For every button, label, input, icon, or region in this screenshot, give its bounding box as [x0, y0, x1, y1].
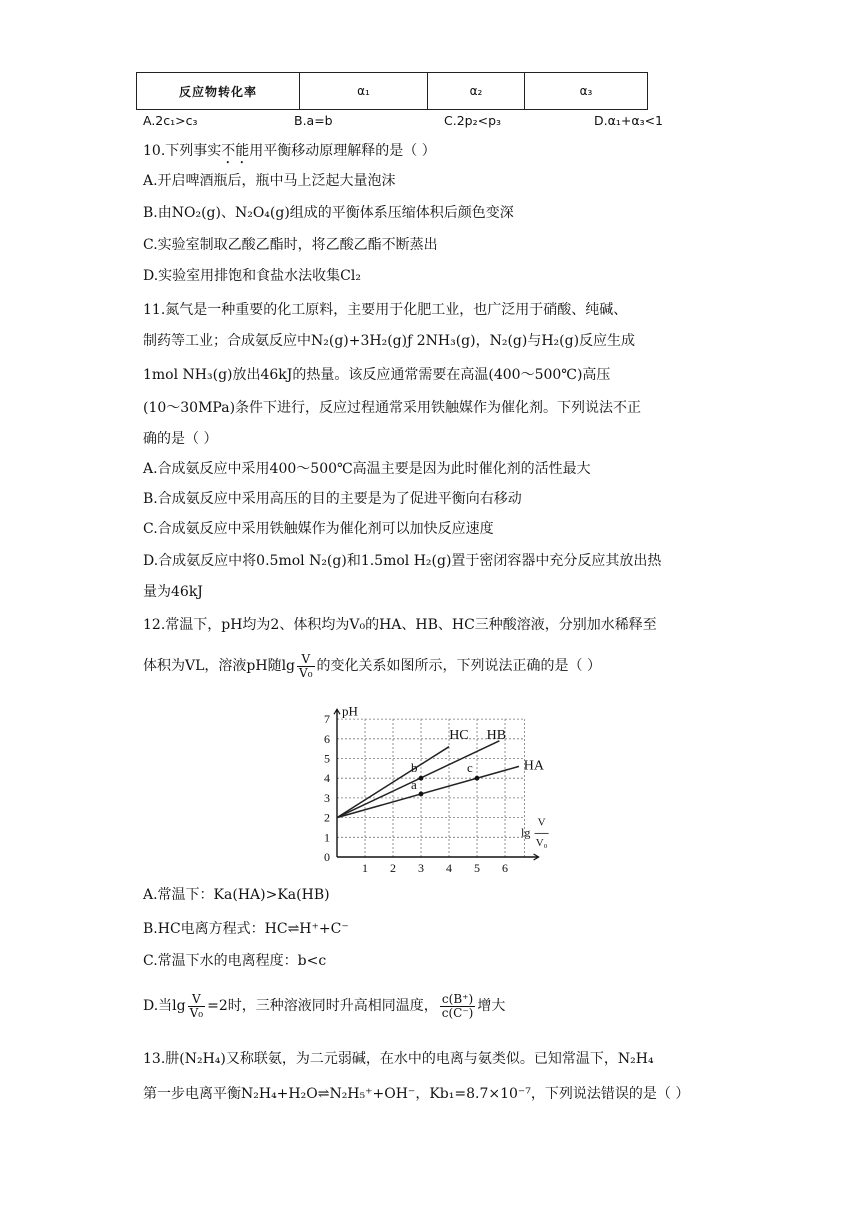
ph-dilution-chart [305, 690, 565, 880]
q13-stem-line-1: 13.肼(N₂H₄)又称联氨，为二元弱碱，在水中的电离与氨类似。已知常温下，N₂H₄ [143, 1051, 654, 1067]
q9-option-c: C.2p₂<p₃ [444, 113, 502, 128]
q10-stem [143, 140, 436, 167]
q12-d-fraction-den: V₀ [189, 1005, 204, 1020]
q12-fraction-den: V₀ [299, 665, 313, 680]
q9-option-d: D.α₁+α₃<1 [594, 113, 664, 128]
q11-stem-line-5: 确的是（ ） [143, 431, 218, 447]
q12-stem-post: 的变化关系如图所示，下列说法正确的是（ ） [316, 658, 601, 674]
q10-stem-pre: 10.下列事实 [143, 143, 222, 159]
x-tick-label: 5 [474, 861, 480, 875]
x-tick-label: 3 [418, 861, 424, 875]
table-cell: α₁ [300, 73, 428, 110]
q12-d-fraction [188, 993, 205, 1020]
y-tick-label: 1 [324, 830, 330, 845]
q12-stem-pre: 体积为VL，溶液pH随 [143, 658, 282, 674]
series-label-hc: HC [449, 727, 469, 743]
q11-option-a: A.合成氨反应中采用400～500℃高温主要是因为此时催化剂的活性最大 [143, 461, 591, 477]
point-c [475, 776, 480, 781]
q11-option-c: C.合成氨反应中采用铁触媒作为催化剂可以加快反应速度 [143, 521, 494, 537]
q12-option-b: B.HC电离方程式：HC⇌H⁺+C⁻ [143, 921, 349, 937]
q9-option-b: B.a=b [294, 113, 333, 128]
y-tick-label: 2 [324, 810, 330, 825]
q12-d-pre: D.当lg [143, 998, 186, 1014]
q11-option-b: B.合成氨反应中采用高压的目的主要是为了促进平衡向右移动 [143, 491, 522, 507]
q11-stem-line-3: 1mol NH₃(g)放出46kJ的热量。该反应通常需要在高温(400～500℃)高压 [143, 367, 611, 383]
series-label-ha: HA [523, 758, 545, 774]
conversion-table [136, 72, 648, 110]
q9-option-a: A.2c₁>c₃ [143, 113, 198, 128]
q12-fraction [297, 653, 314, 680]
q12-d-ratio-num: c(B⁺) [440, 993, 476, 1007]
q10-stem-emphasis: 不能 [221, 143, 250, 159]
q12-stem-line-1: 12.常温下，pH均为2、体积均为V₀的HA、HB、HC三种酸溶液，分别加水稀释至 [143, 617, 657, 633]
series-line-hc [337, 747, 449, 818]
q12-d-ratio [440, 993, 476, 1020]
x-axis-label-num: V [537, 816, 546, 829]
q12-fraction-num: V [297, 653, 314, 667]
q11-option-d: D.合成氨反应中将0.5mol N₂(g)和1.5mol H₂(g)置于密闭容器中充分反应其放出热 [143, 553, 662, 569]
x-axis-label-prefix: lg [521, 825, 531, 840]
y-tick-label: 7 [324, 712, 330, 727]
q10-option-b: B.由NO₂(g)、N₂O₄(g)组成的平衡体系压缩体积后颜色变深 [143, 205, 514, 221]
series-label-hb: HB [486, 727, 507, 743]
point-a [419, 792, 424, 797]
q11-stem-line-2: 制药等工业；合成氨反应中N₂(g)+3H₂(g)ƒ 2NH₃(g)，N₂(g)与H₂(g)反应生成 [143, 333, 636, 349]
q12-d-fraction-num: V [188, 993, 205, 1007]
y-tick-label: 6 [324, 731, 330, 746]
x-tick-label: 1 [362, 861, 368, 875]
chart-series [337, 741, 519, 818]
q12-d-post: 增大 [477, 998, 506, 1014]
q12-lg: lg [281, 658, 296, 674]
q12-option-c: C.常温下水的电离程度：b<c [143, 953, 327, 969]
point-label-b: b [411, 760, 418, 776]
point-b [419, 776, 424, 781]
q10-stem-post: 用平衡移动原理解释的是（ ） [249, 143, 436, 159]
q12-option-a: A.常温下：Ka(HA)>Ka(HB) [143, 887, 330, 903]
y-axis-label: pH [342, 703, 358, 719]
q12-option-d [143, 990, 505, 1022]
table-row [137, 73, 648, 110]
table-cell: α₂ [428, 73, 525, 110]
y-tick-label: 5 [324, 751, 330, 766]
q12-d-mid: =2时，三种溶液同时升高相同温度， [207, 998, 438, 1014]
q10-option-a: A.开启啤酒瓶后，瓶中马上泛起大量泡沫 [143, 173, 396, 189]
q10-option-d: D.实验室用排饱和食盐水法收集Cl₂ [143, 268, 361, 284]
q11-option-d-cont: 量为46kJ [143, 584, 203, 600]
point-label-c: c [467, 760, 473, 776]
q10-option-c: C.实验室制取乙酸乙酯时，将乙酸乙酯不断蒸出 [143, 237, 438, 253]
table-row-label: 反应物转化率 [137, 73, 300, 110]
point-label-a: a [411, 776, 417, 792]
y-tick-label: 0 [324, 850, 330, 864]
x-tick-label: 2 [390, 861, 396, 875]
y-tick-label: 4 [324, 771, 330, 786]
table-cell: α₃ [525, 73, 648, 110]
x-axis-label-den: V₀ [535, 837, 548, 850]
q12-stem-line-2 [143, 651, 601, 681]
y-tick-label: 3 [324, 790, 330, 805]
q13-stem-line-2: 第一步电离平衡N₂H₄+H₂O⇌N₂H₅⁺+OH⁻，Kb₁=8.7×10⁻⁷，下列说法错误的是（ ） [143, 1086, 690, 1102]
q12-d-ratio-den: c(C⁻) [441, 1005, 474, 1020]
q11-stem-line-1: 11.氮气是一种重要的化工原料，主要用于化肥工业，也广泛用于硝酸、纯碱、 [143, 302, 628, 318]
x-tick-label: 4 [446, 861, 452, 875]
q11-stem-line-4: (10～30MPa)条件下进行，反应过程通常采用铁触媒作为催化剂。下列说法不正 [143, 400, 642, 416]
x-tick-label: 6 [502, 861, 508, 875]
